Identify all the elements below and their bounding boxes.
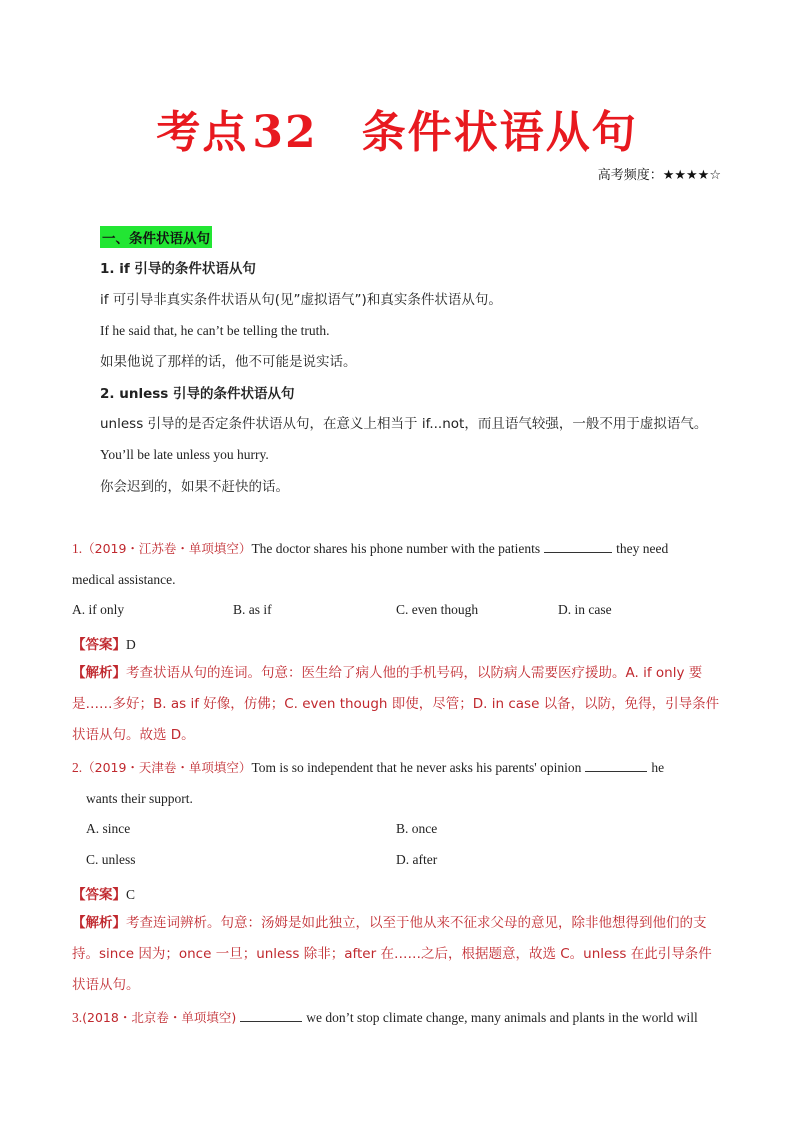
- answer-blank[interactable]: [544, 540, 612, 553]
- analysis-block: [72, 908, 724, 1001]
- answer-line: [72, 883, 135, 903]
- answer-value: D: [126, 637, 136, 652]
- sub2-title: 2. unless 引导的条件状语从句: [100, 386, 295, 402]
- question-text-cont: they need: [616, 541, 669, 556]
- sub2-example-en: You’ll be late unless you hurry.: [100, 447, 269, 462]
- question-number: 1.: [72, 541, 83, 556]
- section-heading: 一、条件状语从句: [100, 226, 212, 248]
- question-2-stem-line2: wants their support.: [86, 791, 193, 806]
- option-d[interactable]: D. after: [396, 852, 438, 867]
- question-text: Tom is so independent that he never asks his parents' opinion: [251, 760, 582, 775]
- question-3-stem: [72, 1008, 698, 1028]
- option-a[interactable]: A. since: [86, 821, 131, 836]
- question-source: （2019・天津卷・单项填空）: [82, 760, 252, 775]
- answer-blank[interactable]: [585, 759, 647, 772]
- question-2-stem: [72, 758, 664, 778]
- title-topic: 条件状语从句: [361, 107, 638, 158]
- question-source: (2018・北京卷・单项填空): [82, 1010, 237, 1025]
- option-a[interactable]: A. if only: [72, 602, 125, 617]
- question-1-stem: [72, 539, 668, 559]
- question-number: 2.: [72, 760, 83, 775]
- title-number: 32: [252, 107, 318, 158]
- question-text-cont: he: [651, 760, 665, 775]
- question-1-stem-line2: medical assistance.: [72, 572, 176, 587]
- star-rating-icon: ★★★★☆: [662, 168, 721, 183]
- question-number: 3.: [72, 1010, 83, 1025]
- frequency-label: 高考频度：: [597, 168, 663, 183]
- analysis-block: [72, 658, 724, 751]
- option-c[interactable]: C. unless: [86, 852, 136, 867]
- sub1-title: 1. if 引导的条件状语从句: [100, 261, 256, 277]
- sub2-example-cn: 你会迟到的，如果不赶快的话。: [100, 479, 289, 495]
- question-text: The doctor shares his phone number with the patients: [251, 541, 541, 556]
- sub2-desc: unless 引导的是否定条件状语从句，在意义上相当于 if...not，而且语气较强，一般不用于虚拟语气。: [100, 416, 708, 432]
- page-title: [0, 96, 794, 160]
- option-b[interactable]: B. once: [396, 821, 438, 836]
- exam-frequency: [598, 164, 721, 183]
- analysis-text: 考查状语从句的连词。句意：医生给了病人他的手机号码，以防病人需要医疗援助。A. if only 要是……多好；B. as if 好像，仿佛；C. even though 即使，尽管；D. in case 以备，以防，免得，引导条件状语从句。故选 D。: [72, 665, 720, 743]
- analysis-tag: 【解析】: [72, 915, 126, 931]
- analysis-tag: 【解析】: [72, 665, 126, 681]
- sub1-example-en: If he said that, he can’t be telling the truth.: [100, 323, 330, 338]
- answer-line: [72, 633, 136, 653]
- answer-value: C: [126, 887, 136, 902]
- sub1-desc: if 可引导非真实条件状语从句(见”虚拟语气”)和真实条件状语从句。: [100, 292, 502, 308]
- option-b[interactable]: B. as if: [233, 602, 272, 617]
- question-source: （2019・江苏卷・单项填空）: [82, 541, 252, 556]
- question-text-cont: we don’t stop climate change, many animals and plants in the world will: [306, 1010, 698, 1025]
- sub1-example-cn: 如果他说了那样的话，他不可能是说实话。: [100, 354, 357, 370]
- title-prefix: 考点: [156, 107, 249, 158]
- answer-tag: 【答案】: [72, 887, 126, 903]
- answer-blank[interactable]: [240, 1009, 302, 1022]
- option-c[interactable]: C. even though: [396, 602, 479, 617]
- answer-tag: 【答案】: [72, 637, 126, 653]
- option-d[interactable]: D. in case: [558, 602, 612, 617]
- analysis-text: 考查连词辨析。句意：汤姆是如此独立，以至于他从来不征求父母的意见，除非他想得到他们的支持。since 因为；once 一旦；unless 除非；after 在……之后，根据题意，故选 C。unless 在此引导条件状语从句。: [72, 915, 712, 993]
